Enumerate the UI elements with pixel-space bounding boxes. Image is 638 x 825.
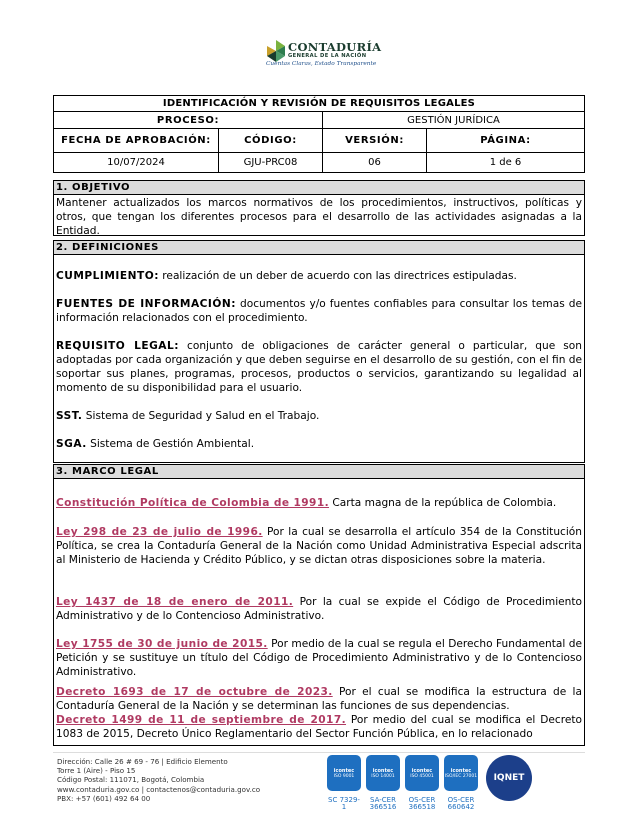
legal-link[interactable]: Ley 1437 de 18 de enero de 2011. [56, 596, 294, 608]
logo-slogan: Cuentas Claras, Estado Transparente [266, 61, 377, 67]
objetivo-text: Mantener actualizados los marcos normativos de los procedimientos, instructivos, políticas y otros, que tengan los diferentes procesos para el desarrollo de las actividades asignadas a la Entidad. [56, 197, 582, 237]
cert-iso: ISO/IEC 27001 [444, 774, 478, 779]
definition-term: REQUISITO LEGAL: [56, 340, 179, 352]
cert-iso: ISO 14001 [371, 774, 395, 779]
legal-link[interactable]: Ley 298 de 23 de julio de 1996. [56, 526, 263, 538]
footer-line: Torre 1 (Aire) - Piso 15 [57, 766, 136, 776]
document-header-table [53, 95, 585, 173]
definition-text: Sistema de Gestión Ambiental. [86, 438, 255, 450]
footer-line: PBX: +57 (601) 492 64 00 [57, 793, 151, 803]
legal-text: Por medio del cual se modifica el Decreto 1083 de 2015, Decreto Único Reglamentario del Sector Función Pública, en lo relacionado [56, 714, 582, 740]
cert-code: SC 7329-1 [328, 796, 360, 811]
definition-term: SGA. [56, 438, 87, 450]
definition-item [54, 297, 584, 325]
legal-text: Por medio de la cual se regula el Derecho Fundamental de Petición y se sustituye un título del Código de Procedimiento Administrativo y de lo Contencioso Administrativo. [56, 638, 582, 678]
definition-item [54, 409, 584, 423]
legal-link[interactable]: Constitución Política de Colombia de 1991. [56, 497, 330, 509]
cert-iso: ISO 9001 [333, 774, 355, 779]
footer-divider [53, 752, 585, 753]
section-objetivo [53, 180, 585, 236]
icontec-badge-icon [327, 755, 361, 791]
legal-item [54, 525, 584, 567]
legal-item [54, 595, 584, 623]
proceso-label: PROCESO: [54, 112, 323, 129]
contaduria-logo [262, 38, 392, 72]
fecha-aprobacion-value: 10/07/2024 [54, 153, 219, 173]
section-heading: 3. MARCO LEGAL [54, 465, 584, 479]
proceso-value: GESTIÓN JURÍDICA [323, 112, 585, 129]
footer-line: Código Postal: 111071, Bogotá, Colombia [57, 775, 205, 785]
cert-brand: icontec [411, 768, 433, 774]
definition-item [54, 339, 584, 395]
cert-iso: ISO 45001 [410, 774, 434, 779]
pagina-value: 1 de 6 [427, 153, 585, 173]
legal-text: Por la cual se desarrolla el artículo 354 de la Constitución Política, se crea la Contaduría General de la Nación como Unidad Administrativa Especial adscrita al Ministerio de Hacienda y Crédito Público, y se dictan otras disposiciones sobre la materia. [56, 526, 582, 566]
definition-item [54, 269, 584, 283]
fecha-aprobacion-label: FECHA DE APROBACIÓN: [54, 129, 219, 153]
version-label: VERSIÓN: [323, 129, 427, 153]
logo-name: CONTADURÍA [288, 40, 382, 54]
definition-term: CUMPLIMIENTO: [56, 270, 159, 282]
icontec-badge-icon [444, 755, 478, 791]
definition-item [54, 437, 584, 451]
document-title: IDENTIFICACIÓN Y REVISIÓN DE REQUISITOS LEGALES [54, 96, 585, 112]
cert-code: OS-CER 366518 [408, 796, 436, 811]
footer-line: Dirección: Calle 26 # 69 - 76 | Edificio Elemento [57, 757, 228, 766]
section-definiciones [53, 240, 585, 463]
legal-item [54, 685, 584, 713]
codigo-value: GJU-PRC08 [219, 153, 323, 173]
cert-brand: icontec [333, 768, 355, 774]
definition-text: documentos y/o fuentes confiables para consultar los temas de información relacionados con el procedimiento. [56, 298, 582, 324]
definition-text: realización de un deber de acuerdo con las directrices estipuladas. [158, 270, 517, 282]
legal-text: Carta magna de la república de Colombia. [329, 497, 557, 509]
section-heading: 1. OBJETIVO [54, 181, 584, 195]
definition-term: SST. [56, 410, 83, 422]
iqnet-badge-icon: IQNET [486, 755, 532, 801]
section-heading: 2. DEFINICIONES [54, 241, 584, 255]
definition-term: FUENTES DE INFORMACIÓN: [56, 298, 236, 310]
section-marco-legal [53, 464, 585, 746]
legal-link[interactable]: Ley 1755 de 30 de junio de 2015. [56, 638, 268, 650]
cert-code: OS-CER 660642 [447, 796, 475, 811]
definition-text: conjunto de obligaciones de carácter general o particular, que son adoptadas por cada organización y que deben seguirse en el desarrollo de su gestión, con el fin de soportar sus planes, programas, procesos, productos o servicios, garantizando su legalidad al momento de su disponibilidad para el usuario. [56, 340, 583, 394]
cert-brand: icontec [372, 768, 394, 774]
version-value: 06 [323, 153, 427, 173]
legal-text: Por la cual se expide el Código de Procedimiento Administrativo y de lo Contencioso Administrativo. [56, 596, 583, 622]
cert-code: SA-CER 366516 [369, 796, 397, 811]
icontec-badge-icon [405, 755, 439, 791]
legal-item [54, 496, 584, 510]
legal-item [54, 713, 584, 741]
pagina-label: PÁGINA: [427, 129, 585, 153]
footer-address [57, 757, 260, 803]
legal-item [54, 637, 584, 679]
legal-link[interactable]: Decreto 1693 de 17 de octubre de 2023. [56, 686, 333, 698]
definition-text: Sistema de Seguridad y Salud en el Trabajo. [82, 410, 320, 422]
contaduria-emblem-icon [266, 40, 286, 62]
codigo-label: CÓDIGO: [219, 129, 323, 153]
icontec-badge-icon [366, 755, 400, 791]
legal-link[interactable]: Decreto 1499 de 11 de septiembre de 2017. [56, 714, 347, 726]
cert-brand: icontec [450, 768, 472, 774]
logo-subtitle: GENERAL DE LA NACIÓN [288, 53, 367, 59]
legal-text: Por el cual se modifica la estructura de la Contaduría General de la Nación y se determinan las funciones de sus dependencias. [56, 686, 582, 712]
footer-line[interactable]: www.contaduria.gov.co | contactenos@contaduria.gov.co [57, 784, 261, 794]
